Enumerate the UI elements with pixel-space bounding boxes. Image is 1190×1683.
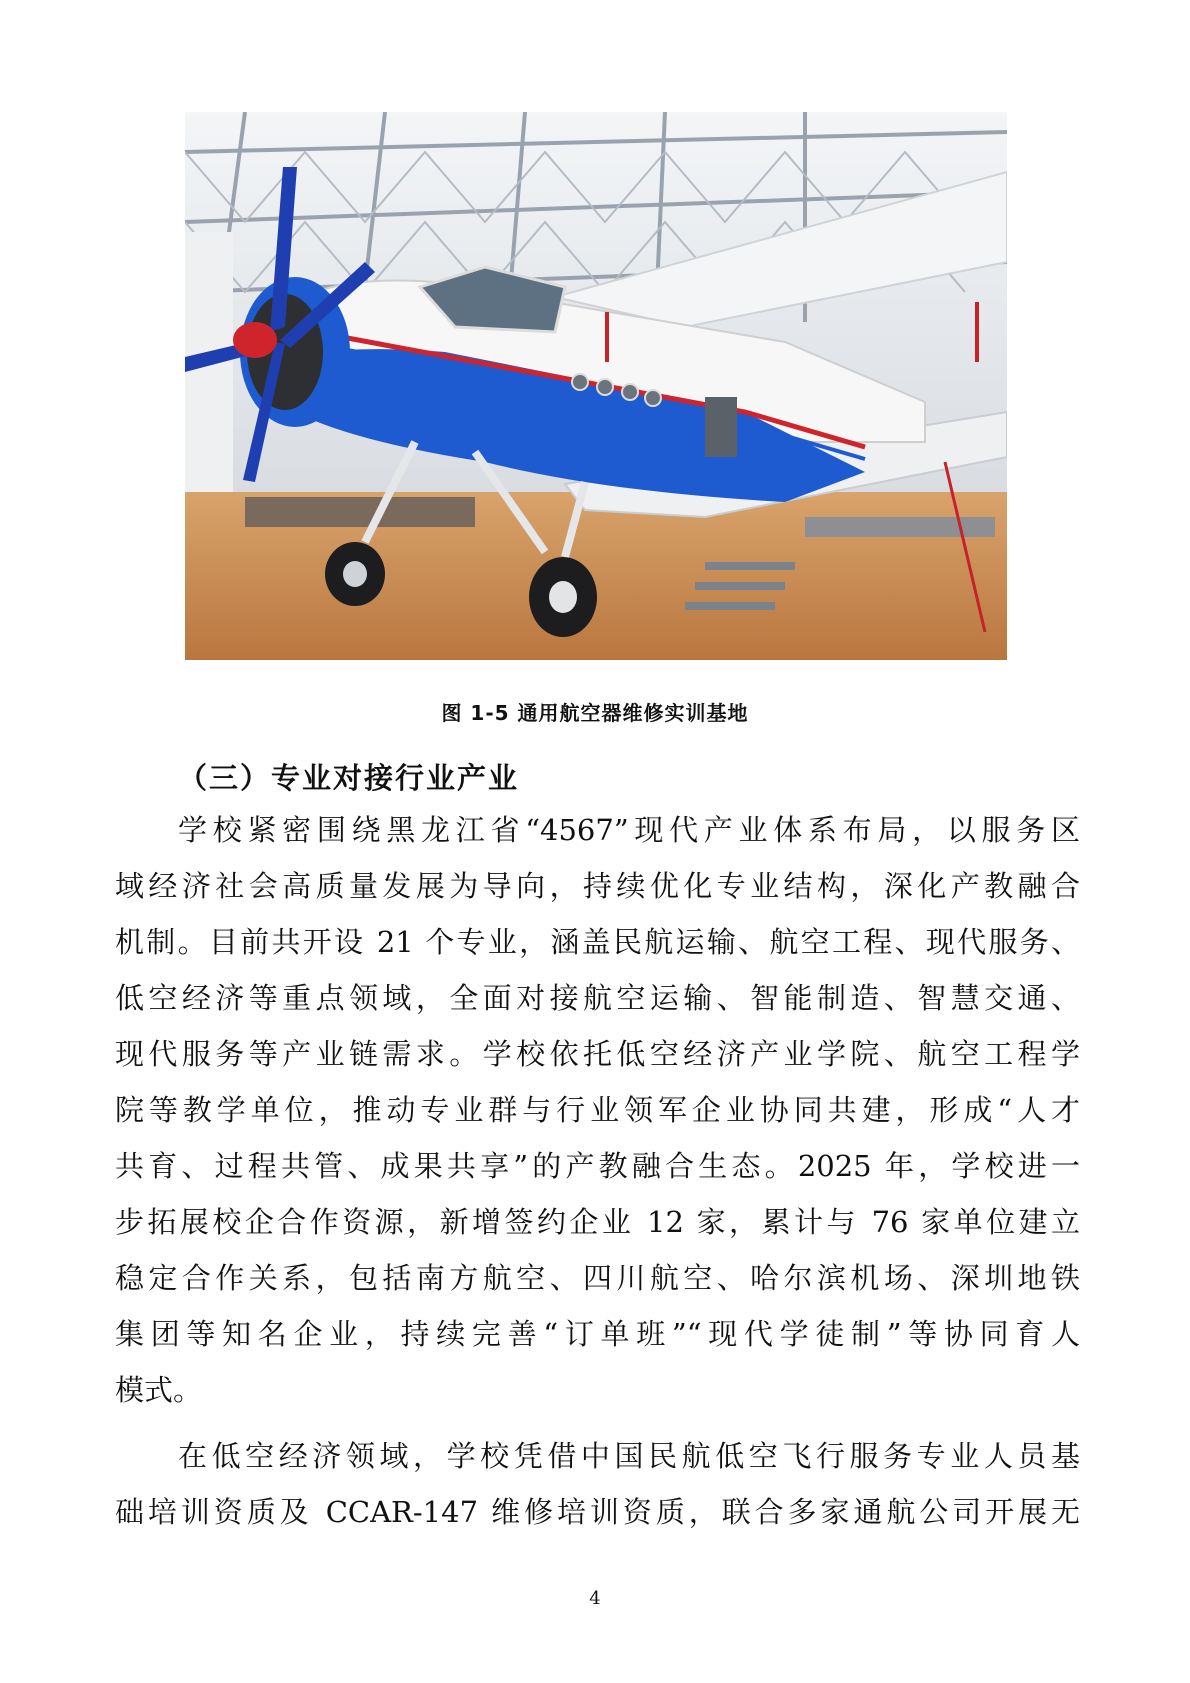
body-line: 机制。目前共开设 21 个专业，涵盖民航运输、航空工程、现代服务、 (115, 925, 1080, 959)
body-line: 学校紧密围绕黑龙江省“4567”现代产业体系布局，以服务区 (178, 813, 1080, 847)
figure-caption: 图 1-5 通用航空器维修实训基地 (441, 701, 749, 725)
body-line: 域经济社会高质量发展为导向，持续优化专业结构，深化产教融合 (115, 869, 1080, 903)
body-line: 共育、过程共管、成果共享”的产教融合生态。2025 年，学校进一 (115, 1149, 1080, 1183)
page-number: 4 (589, 1588, 601, 1609)
body-line: 在低空经济领域，学校凭借中国民航低空飞行服务专业人员基 (178, 1439, 1080, 1473)
body-line: 础培训资质及 CCAR-147 维修培训资质，联合多家通航公司开展无 (115, 1495, 1080, 1529)
aircraft-photo (185, 112, 1007, 660)
body-line: 步拓展校企合作资源，新增签约企业 12 家，累计与 76 家单位建立 (115, 1205, 1080, 1239)
body-line: 模式。 (115, 1373, 203, 1407)
body-line: 院等教学单位，推动专业群与行业领军企业协同共建，形成“人才 (115, 1093, 1080, 1127)
body-line: 稳定合作关系，包括南方航空、四川航空、哈尔滨机场、深圳地铁 (115, 1261, 1080, 1295)
section-heading: （三）专业对接行业产业 (178, 761, 520, 795)
body-line: 集团等知名企业，持续完善“订单班”“现代学徒制”等协同育人 (115, 1317, 1080, 1351)
body-line: 现代服务等产业链需求。学校依托低空经济产业学院、航空工程学 (115, 1037, 1080, 1071)
body-line: 低空经济等重点领域，全面对接航空运输、智能制造、智慧交通、 (115, 981, 1080, 1015)
